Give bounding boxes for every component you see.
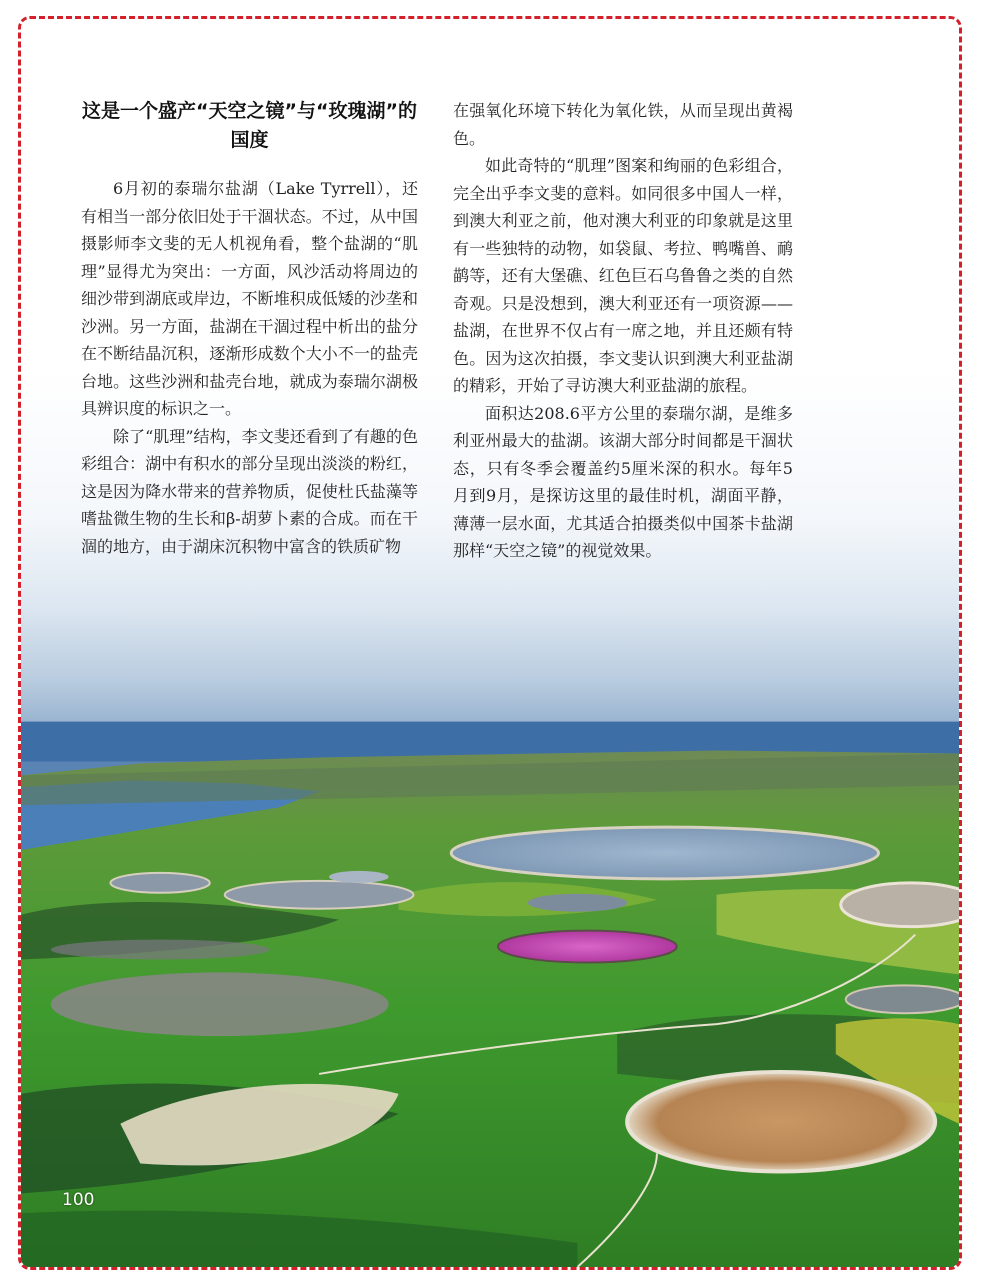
paragraph-2: 除了“肌理”结构，李文斐还看到了有趣的色彩组合：湖中有积水的部分呈现出淡淡的粉红，这是因为降水带来的营养物质，促使杜氏盐藻等嗜盐微生物的生长和β-胡萝卜素的合成。而在干涸的地方，由于湖床沉积物中富含的铁质矿物 <box>81 426 418 556</box>
right-column <box>453 97 793 565</box>
page-frame <box>18 16 962 1270</box>
paragraph-3: 如此奇特的“肌理”图案和绚丽的色彩组合，完全出乎李文斐的意料。如同很多中国人一样，到澳大利亚之前，他对澳大利亚的印象就是这里有一些独特的动物，如袋鼠、考拉、鸭嘴兽、鸸鹋等，还有大堡礁、红色巨石乌鲁鲁之类的自然奇观。只是没想到，澳大利亚还有一项资源——盐湖，在世界不仅占有一席之地，并且还颇有特色。因为这次拍摄，李文斐认识到澳大利亚盐湖的精彩，开始了寻访澳大利亚盐湖的旅程。 <box>453 156 793 395</box>
paragraph-1: 6月初的泰瑞尔盐湖（Lake Tyrrell），还有相当一部分依旧处于干涸状态。不过，从中国摄影师李文斐的无人机视角看，整个盐湖的“肌理”显得尤为突出：一方面，风沙活动将周边的细沙带到湖底或岸边，不断堆积成低矮的沙垄和沙洲。另一方面，盐湖在干涸过程中析出的盐分在不断结晶沉积，逐渐形成数个大小不一的盐壳台地。这些沙洲和盐壳台地，就成为泰瑞尔湖极具辨识度的标识之一。 <box>81 179 418 418</box>
paragraph-4: 面积达208.6平方公里的泰瑞尔湖，是维多利亚州最大的盐湖。该湖大部分时间都是干涸状态，只有冬季会覆盖约5厘米深的积水。每年5月到9月，是探访这里的最佳时机，湖面平静，薄薄一层水面，尤其适合拍摄类似中国茶卡盐湖那样“天空之镜”的视觉效果。 <box>453 403 793 560</box>
paragraph-2-continuation: 在强氧化环境下转化为氧化铁，从而呈现出黄褐色。 <box>453 101 793 148</box>
article-heading: 这是一个盛产“天空之镜”与“玫瑰湖”的国度 <box>82 100 417 151</box>
page-number: 100 <box>62 1190 95 1210</box>
left-column <box>81 97 418 560</box>
